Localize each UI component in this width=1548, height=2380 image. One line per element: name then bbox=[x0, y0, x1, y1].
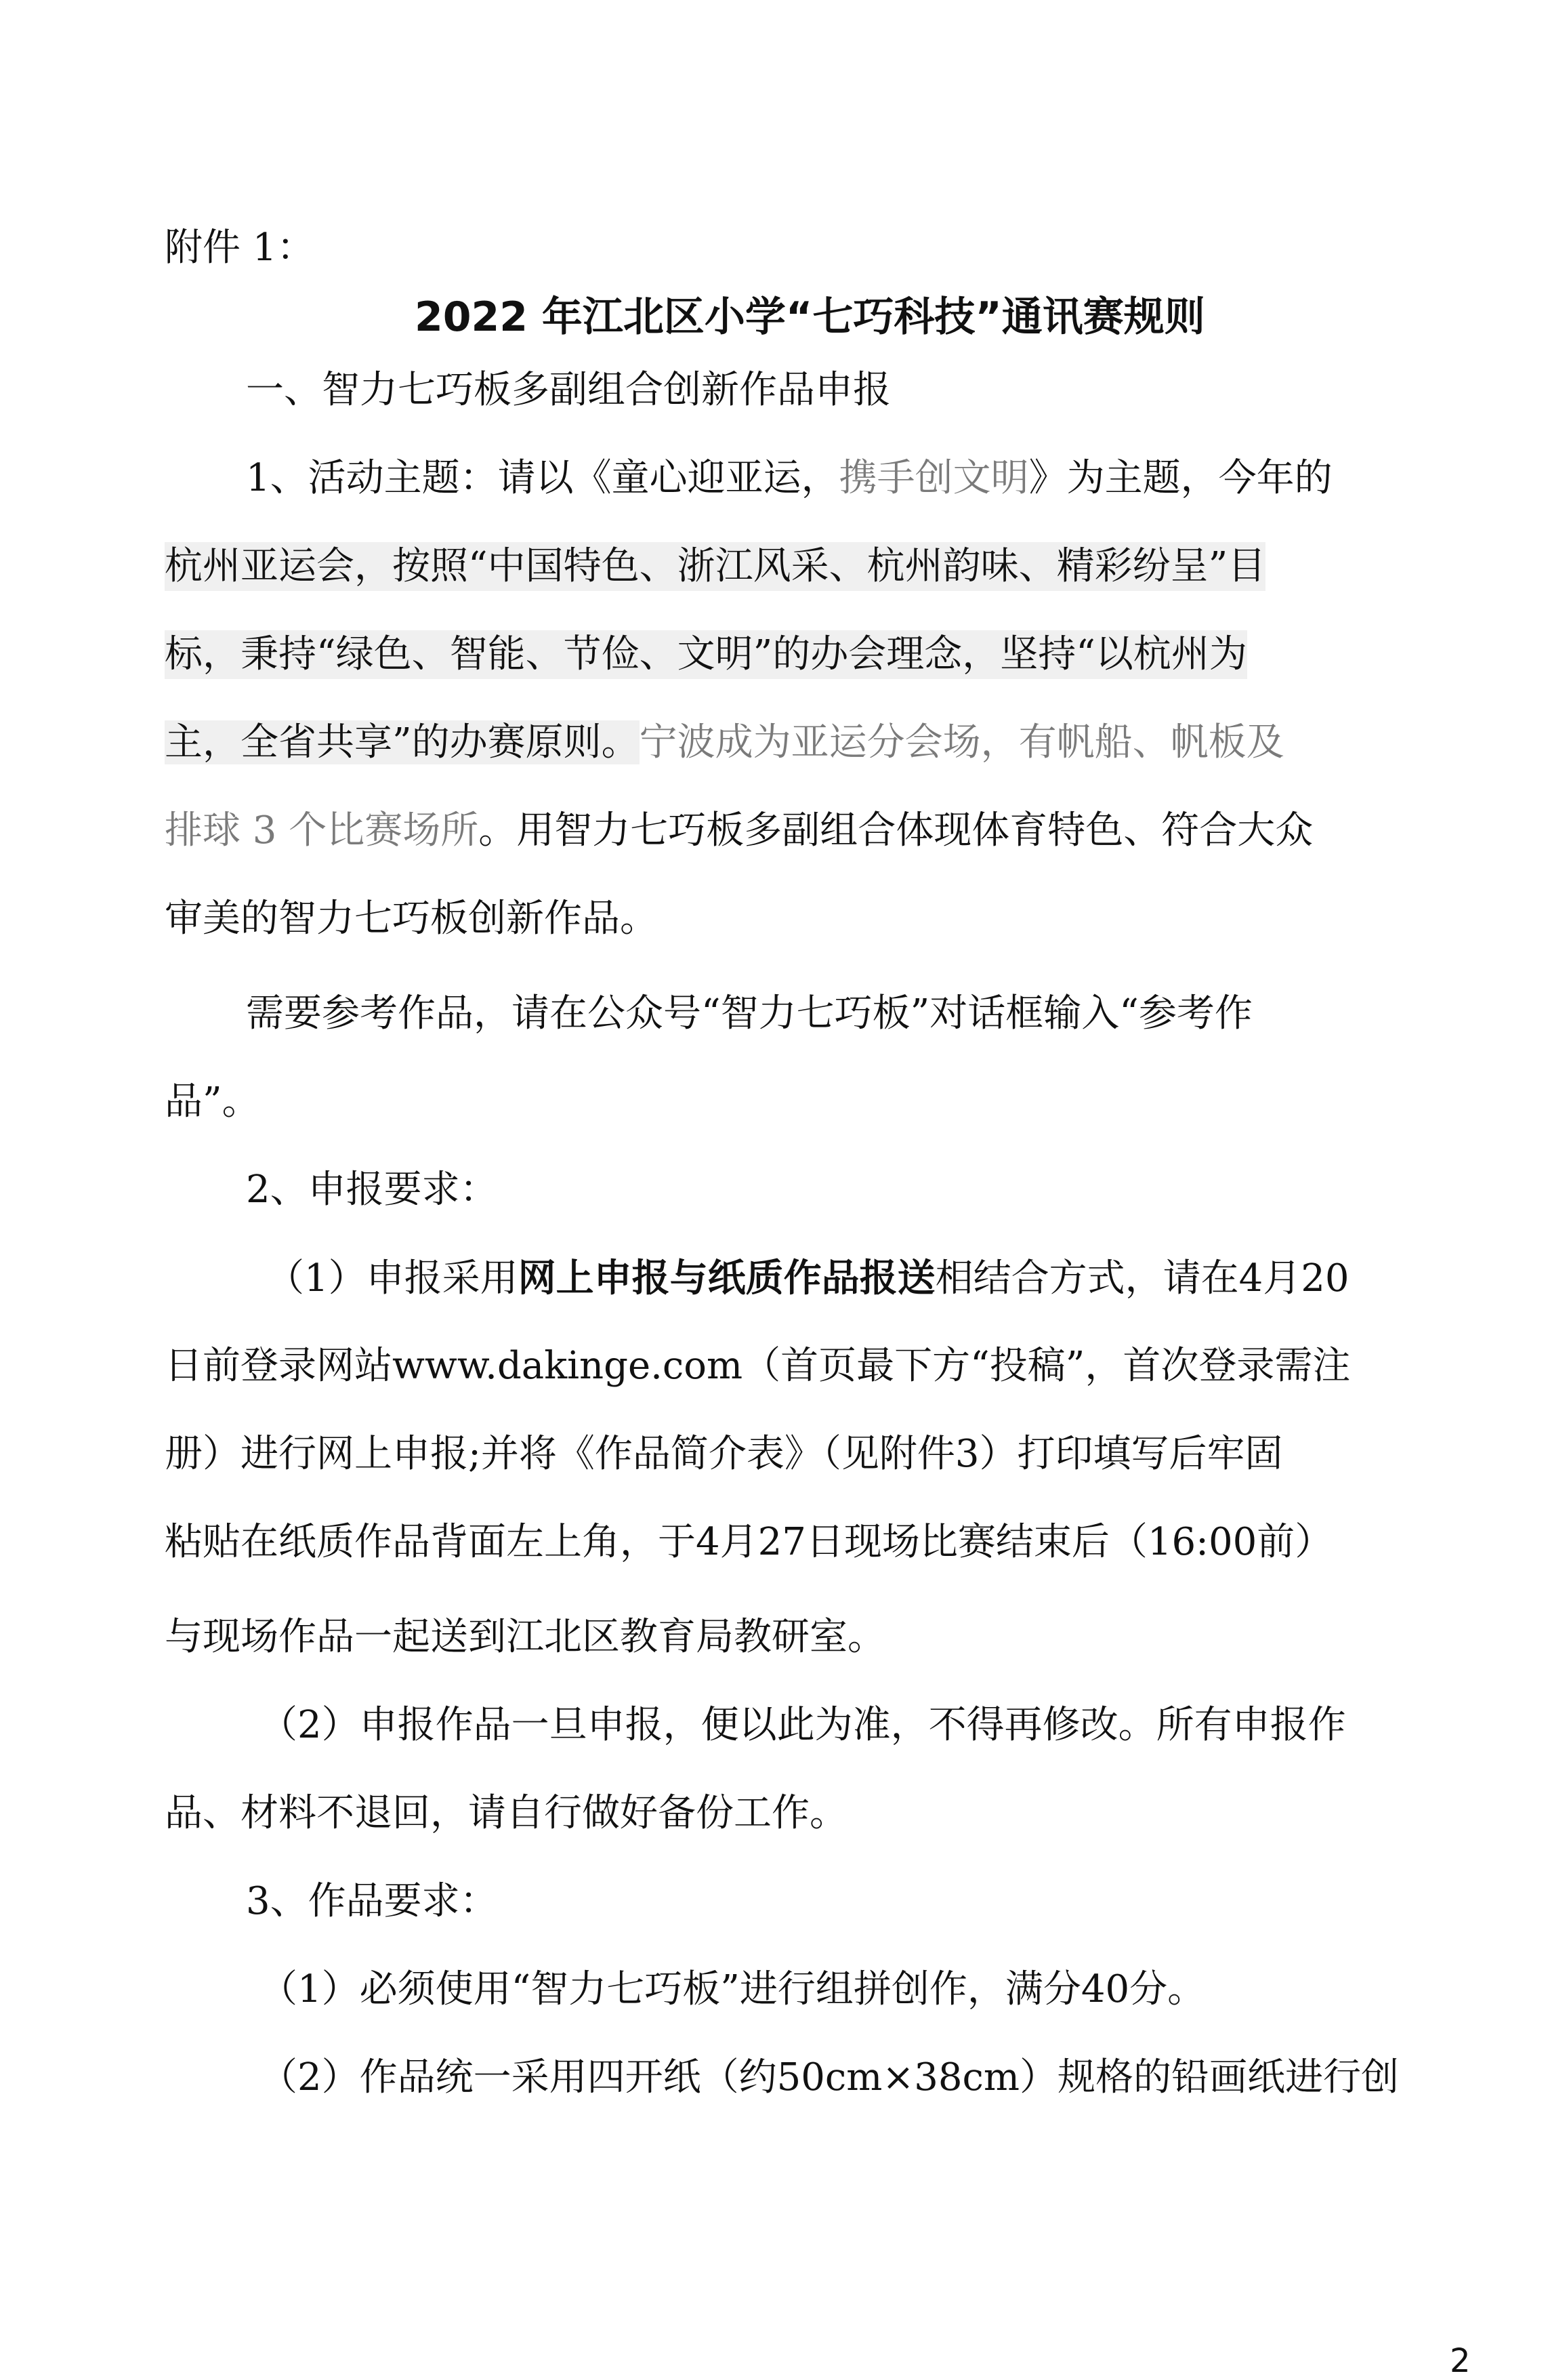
page-number: 2 bbox=[1450, 2342, 1471, 2380]
document-page: 附件 1： 2022 年江北区小学“七巧科技”通讯赛规则 一、智力七巧板多副组合创新作品申报 1、活动主题：请以《童心迎亚运，携手创文明》为主题，今年的 杭州亚运会，按照“中国特色、浙江风采、杭州韵味、精彩纷呈”目 标，秉持“绿色、智能、节俭、文明”的办会理念，坚持“以杭州为 主，全省共享”的办赛原则。宁波成为亚运分会场，有帆船、帆板及 排球 3 个比赛场所。用智力七巧板多副组合体现体育特色、符合大众 审美的智力七巧板创新作品。 需要参考作品，请在公众号“智力七巧板”对话框输入“参考作 品”。 2、申报要求： （1）申报采用网上申报与纸质作品报送相结合方式，请在4月20 日前登录网站www.dakinge.com（首页最下方“投稿”，首次登录需注 册）进行网上申报;并将《作品简介表》（见附件3）打印填写后牢固 粘贴在纸质作品背面左上角，于4月27日现场比赛结束后（16:00前） 与现场作品一起送到江北区教育局教研室。 （2）申报作品一旦申报，便以此为准，不得再修改。所有申报作 品、材料不退回，请自行做好备份工作。 3、作品要求： （1）必须使用“智力七巧板”进行组拼创作，满分40分。 （2）作品统一采用四开纸（约50cm×38cm）规格的铅画纸进行创 2 bbox=[165, 226, 1471, 2380]
